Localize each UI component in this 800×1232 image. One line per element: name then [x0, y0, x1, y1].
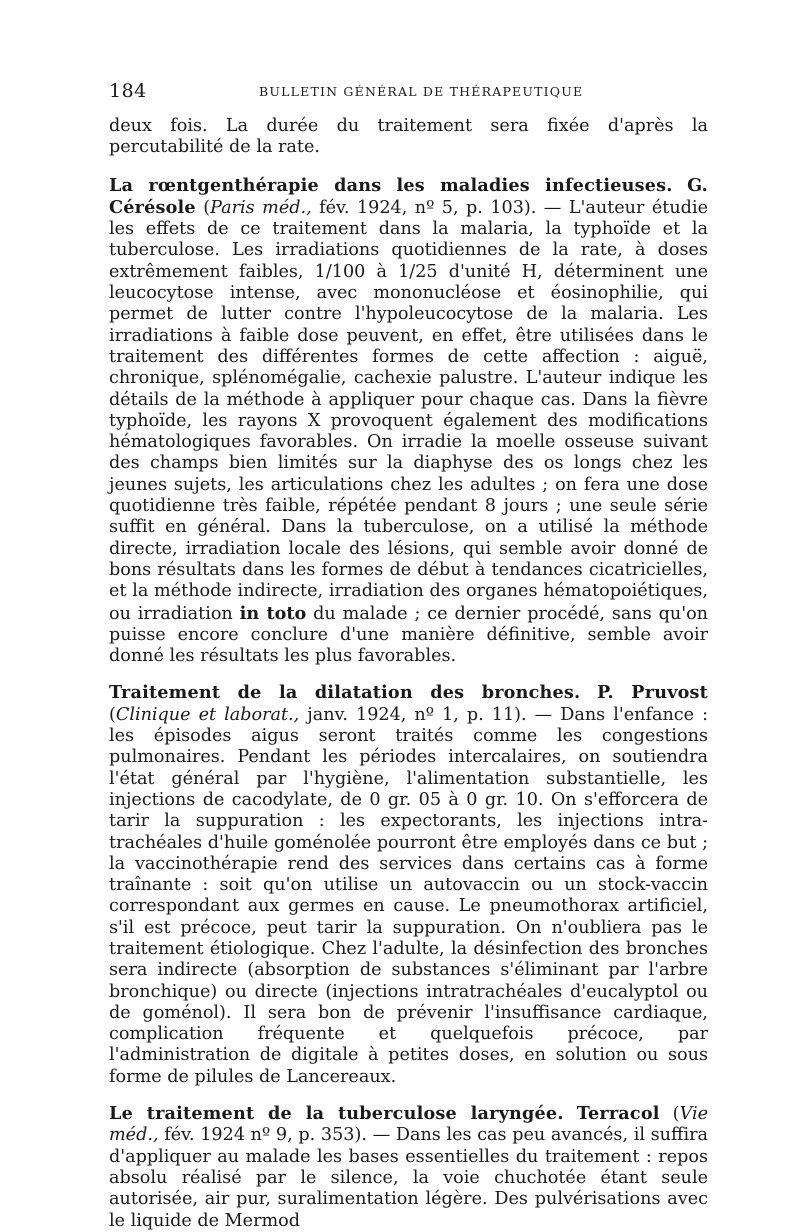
article-author: G. Cérésole — [109, 174, 709, 218]
abstract-paragraph: Traitement de la dilatation des bronches. P. Pruvost (Clinique et laborat., janv. 1924, nº 1, p. 11). — Dans l'enfance : les épisodes aigus seront traités comme les congestions pulmonaires. Pendant les périodes intercalaires, on soutiendra l'état général par l'hygiène, l'alimentation substantielle, les injections de cacodylate, de 0 gr. 05 à 0 gr. 10. On s'efforcera de tarir la suppuration : les expectorants, les injections intra-trachéales d'huile goménolée pourront être employés dans ce but ; la vaccinothérapie rend des services dans certains cas à forme traînante : soit qu'on utilise un autovaccin ou un stock-vaccin correspondant aux germes en cause. Le pneumothorax artificiel, s'il est précoce, peut tarir la suppuration. On n'oubliera pas le traitement étiologique. Chez l'adulte, la désinfection des bronches sera indirecte (absorption de substances s'éliminant par l'arbre bronchique) ou directe (injections intratrachéales d'eucalyptol ou de goménol). Il sera bon de prévenir l'insuffisance cardiaque, complication fréquente et quelquefois précoce, par l'administration de digitale à petites doses, en solution ou sous forme de pilules de Lancereaux. — [109, 682, 708, 1087]
abstract-entry — [109, 682, 708, 1088]
article-title: Le traitement de la tuberculose laryngée. — [109, 1103, 564, 1125]
abstract-text: L'auteur étudie les effets de ce traitement dans la malaria, la typhoïde et la tuberculose. Les irradiations quotidiennes de la rate, à doses extrêmement faibles, 1/100 à 1/25 d'unité H, déterminent une leucocytose intense, avec mononucléose et éosinophilie, qui permet de lutter contre l'hypoleucocytose de la malaria. Les irradiations à faible dose peuvent, en effet, être utilisées dans le traitement des différentes formes de cette affection : aiguë, chronique, splénomégalie, cachexie palustre. L'auteur indique les détails de la méthode à appliquer pour chaque cas. Dans la fièvre typhoïde, les rayons X provoquent également des modifications hématologiques favorables. On irradie la moelle osseuse suivant des champs bien limités sur la diaphyse des os longs chez les jeunes sujets, les articulations chez les adultes ; on fera une dose quotidienne très faible, répétée pendant 8 jours ; une seule série suffit en général. Dans la tuberculose, on a utilisé la méthode directe, irradiation locale des lésions, qui semble avoir donné de bons résultats dans les formes de début à tendances cicatricielles, et la méthode indirecte, irradiation des organes hématopoiétiques, ou irradiation — [109, 197, 708, 624]
article-source: Vie méd., — [109, 1104, 708, 1146]
article-citation: fév. 1924 nº 9, p. 353). — — [158, 1125, 396, 1146]
abstract-text: Dans l'enfance : les épisodes aigus seront traités comme les congestions pulmonaires. Pendant les périodes intercalaires, on soutiendra l'état général par l'hygiène, l'alimentation substantielle, les injections de cacodylate, de 0 gr. 05 à 0 gr. 10. On s'efforcera de tarir la suppuration : les expectorants, les injections intra-trachéales d'huile goménolée pourront être employés dans ce but ; la vaccinothérapie rend des services dans certains cas à forme traînante : soit qu'on utilise un autovaccin ou un stock-vaccin correspondant aux germes en cause. Le pneumothorax artificiel, s'il est précoce, peut tarir la suppuration. On n'oubliera pas le traitement étiologique. Chez l'adulte, la désinfection des bronches sera indirecte (absorption de substances s'éliminant par l'arbre bronchique) ou directe (injections intratrachéales d'eucalyptol ou de goménol). Il sera bon de prévenir l'insuffisance cardiaque, complication fréquente et quelquefois précoce, par l'administration de digitale à petites doses, en solution ou sous forme de pilules de Lancereaux. — [109, 704, 708, 1087]
bold-phrase: in toto — [239, 602, 307, 624]
article-title: La rœntgenthérapie dans les maladies infectieuses. — [109, 174, 673, 196]
article-source: Paris méd., — [210, 197, 312, 218]
abstract-paragraph: Le traitement de la tuberculose laryngée. Terracol (Vie méd., fév. 1924 nº 9, p. 353). — Dans les cas peu avancés, il suffira d'appliquer au malade les bases essentielles du traitement : repos absolu réalisé par le silence, la voie chuchotée étant seule autorisée, air pur, suralimentation légère. Des pulvérisations avec le liquide de Mermod — [109, 1103, 708, 1231]
opening-paragraph: deux fois. La durée du traitement sera fixée d'après la percutabilité de la rate. — [109, 116, 708, 158]
article-body — [109, 116, 708, 1232]
abstract-text-end: du malade ; ce dernier procédé, sans qu'on puisse encore conclure d'une manière définitive, semble avoir donné les résultats les plus favorables. — [109, 603, 709, 667]
abstract-text: Dans les cas peu avancés, il suffira d'appliquer au malade les bases essentielles du traitement : repos absolu réalisé par le silence, la voie chuchotée étant seule autorisée, air pur, suralimentation légère. Des pulvérisations avec le liquide de Mermod — [109, 1125, 708, 1231]
abstract-entry — [109, 175, 708, 668]
article-source: Clinique et laborat., — [115, 704, 300, 725]
article-citation: fév. 1924, nº 5, p. 103). — — [311, 197, 569, 218]
abstract-entry — [109, 1103, 708, 1232]
article-citation: janv. 1924, nº 1, p. 11). — — [299, 704, 561, 725]
page-number: 184 — [109, 80, 147, 102]
abstract-paragraph: La rœntgenthérapie dans les maladies infectieuses. G. Cérésole (Paris méd., fév. 1924, nº 5, p. 103). — L'auteur étudie les effets de ce traitement dans la malaria, la typhoïde et la tuberculose. Les irradiations quotidiennes de la rate, à doses extrêmement faibles, 1/100 à 1/25 d'unité H, déterminent une leucocytose intense, avec mononucléose et éosinophilie, qui permet de lutter contre l'hypoleucocytose de la malaria. Les irradiations à faible dose peuvent, en effet, être utilisées dans le traitement des différentes formes de cette affection : aiguë, chronique, splénomégalie, cachexie palustre. L'auteur indique les détails de la méthode à appliquer pour chaque cas. Dans la fièvre typhoïde, les rayons X provoquent également des modifications hématologiques favorables. On irradie la moelle osseuse suivant des champs bien limités sur la diaphyse des os longs chez les jeunes sujets, les articulations chez les adultes ; on fera une dose quotidienne très faible, répétée pendant 8 jours ; une seule série suffit en général. Dans la tuberculose, on a utilisé la méthode directe, irradiation locale des lésions, qui semble avoir donné de bons résultats dans les formes de début à tendances cicatricielles, et la méthode indirecte, irradiation des organes hématopoiétiques, ou irradiation in toto du malade ; ce dernier procédé, sans qu'on puisse encore conclure d'une manière définitive, semble avoir donné les résultats les plus favorables. — [109, 174, 709, 667]
journal-title: BULLETIN GÉNÉRAL DE THÉRAPEUTIQUE — [259, 84, 584, 99]
article-author: P. Pruvost — [597, 682, 708, 704]
article-author: Terracol — [576, 1103, 660, 1125]
article-title: Traitement de la dilatation des bronches. — [109, 682, 581, 704]
running-head — [109, 80, 709, 108]
